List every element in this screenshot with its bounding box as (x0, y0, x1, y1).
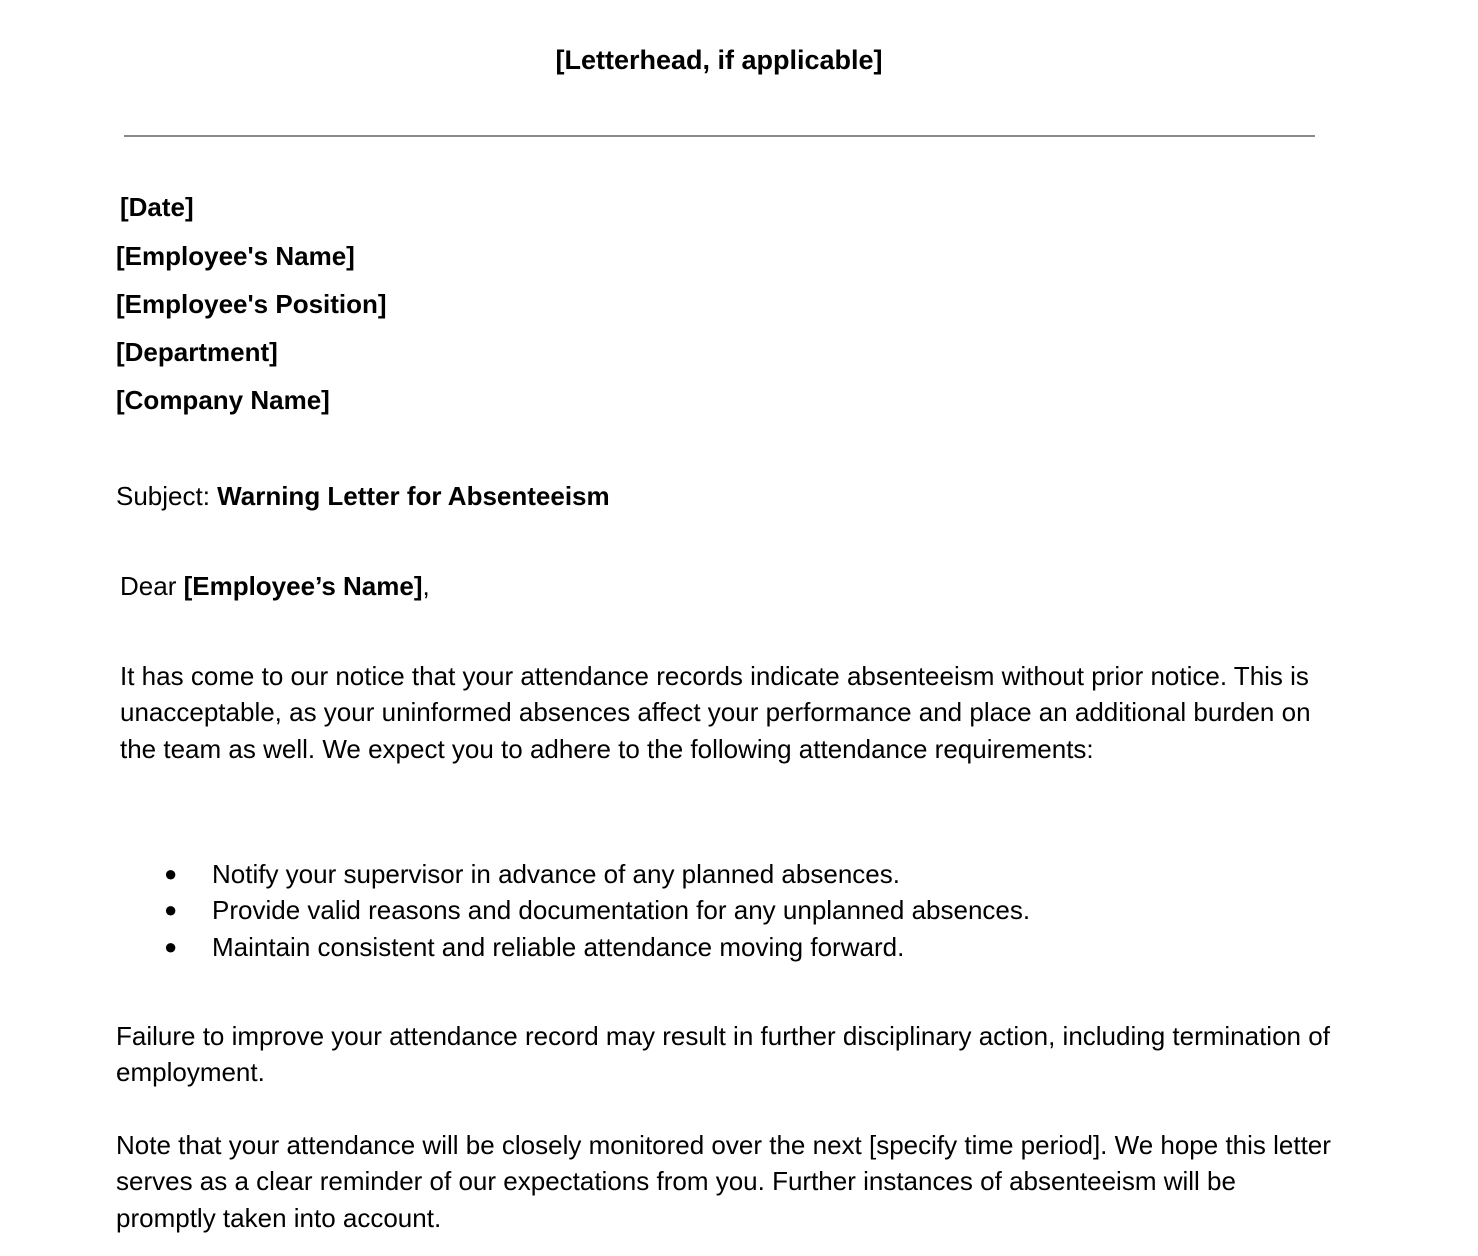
requirement-text: Provide valid reasons and documentation for any unplanned absences. (212, 895, 1031, 926)
greeting (120, 568, 430, 604)
department-field: [Department] (116, 337, 278, 367)
list-item (160, 892, 1030, 928)
requirement-text: Maintain consistent and reliable attendance moving forward. (212, 931, 905, 962)
greeting-prefix: Dear (120, 571, 184, 601)
date-field: [Date] (120, 192, 194, 222)
consequence-paragraph: Failure to improve your attendance record may result in further disciplinary action, including termination of employment. (116, 1021, 1330, 1088)
header-divider (124, 135, 1315, 137)
letterhead: [Letterhead, if applicable] (555, 45, 883, 75)
list-item (160, 856, 1030, 892)
requirements-list (160, 856, 1030, 965)
bullet-icon: ● (164, 933, 178, 959)
employee-position-field: [Employee's Position] (116, 289, 387, 319)
bullet-icon: ● (164, 861, 178, 886)
monitoring-paragraph: Note that your attendance will be closely monitored over the next [specify time period]. We hope this letter serves as a clear reminder of our expectations from you. Further instances of absenteeism will be promptly taken into account. (116, 1130, 1331, 1233)
intro-paragraph: It has come to our notice that your attendance records indicate absenteeism without prior notice. This is unacceptable, as your uninformed absences affect your performance and place an additional burden on the team as well. We expect you to adhere to the following attendance requirements: (120, 661, 1311, 764)
list-item (160, 929, 1030, 965)
greeting-name: [Employee’s Name] (183, 571, 423, 601)
subject-line (116, 478, 610, 514)
subject-text: Warning Letter for Absenteeism (217, 481, 610, 511)
requirement-text: Notify your supervisor in advance of any planned absences. (212, 859, 900, 889)
employee-name-field: [Employee's Name] (116, 241, 355, 271)
company-name-field: [Company Name] (116, 385, 330, 415)
subject-label: Subject: (116, 481, 218, 511)
greeting-suffix: , (422, 571, 430, 601)
bullet-icon: ● (164, 897, 178, 923)
